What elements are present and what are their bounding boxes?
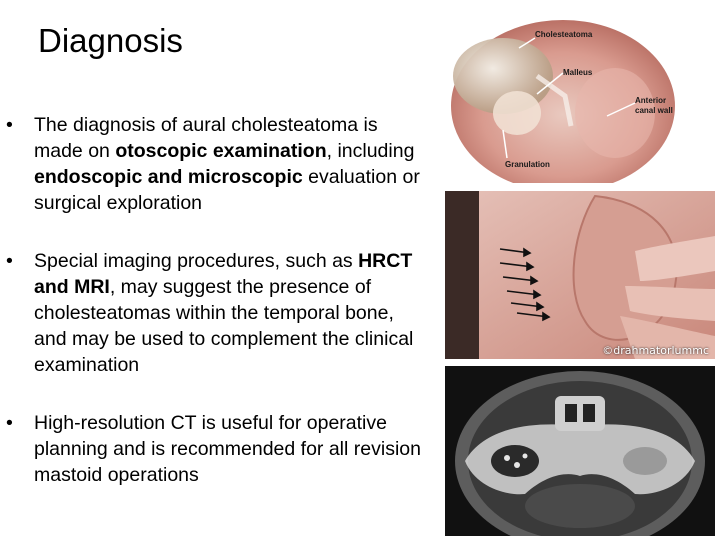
bullet-text: , including [326,140,415,162]
bullet-text: The diagnosis of aural cholesteatoma is made on [34,114,378,162]
bullet-text: evaluation or surgical exploration [34,166,420,214]
bullet-item [6,112,426,216]
otoscopic-image [445,18,698,183]
bullet-item [6,410,426,488]
label-granulation: Granulation [505,160,550,169]
bullet-text: , may suggest the presence of cholesteatomas within the temporal bone, and may be used to complement the clinical examination [34,276,414,376]
bullet-bold-text: HRCT and MRI [34,250,413,298]
ear-photo [445,191,715,359]
ear-photo-watermark: ©drahmatorlummc [602,344,709,357]
bullet-bold-text: endoscopic and microscopic [34,166,303,188]
bullet-dot: • [6,114,13,136]
label-canal-wall: canal wall [635,106,673,115]
ct-scan-image [445,366,715,536]
bullet-text: Special imaging procedures, such as [34,250,359,272]
bullet-list [6,112,426,520]
slide-title: Diagnosis [38,22,183,59]
ear-illustration [445,191,715,359]
label-malleus: Malleus [563,68,593,77]
bullet-dot: • [6,412,13,434]
ct-scan-illustration [445,366,715,536]
label-anterior: Anterior [635,96,667,105]
bullet-item [6,248,426,378]
bullet-dot: • [6,250,13,272]
bullet-text: High-resolution CT is useful for operative planning and is recommended for all revision mastoid operations [34,412,421,486]
label-cholesteatoma: Cholesteatoma [535,30,593,39]
bullet-bold-text: otoscopic examination [115,140,327,162]
